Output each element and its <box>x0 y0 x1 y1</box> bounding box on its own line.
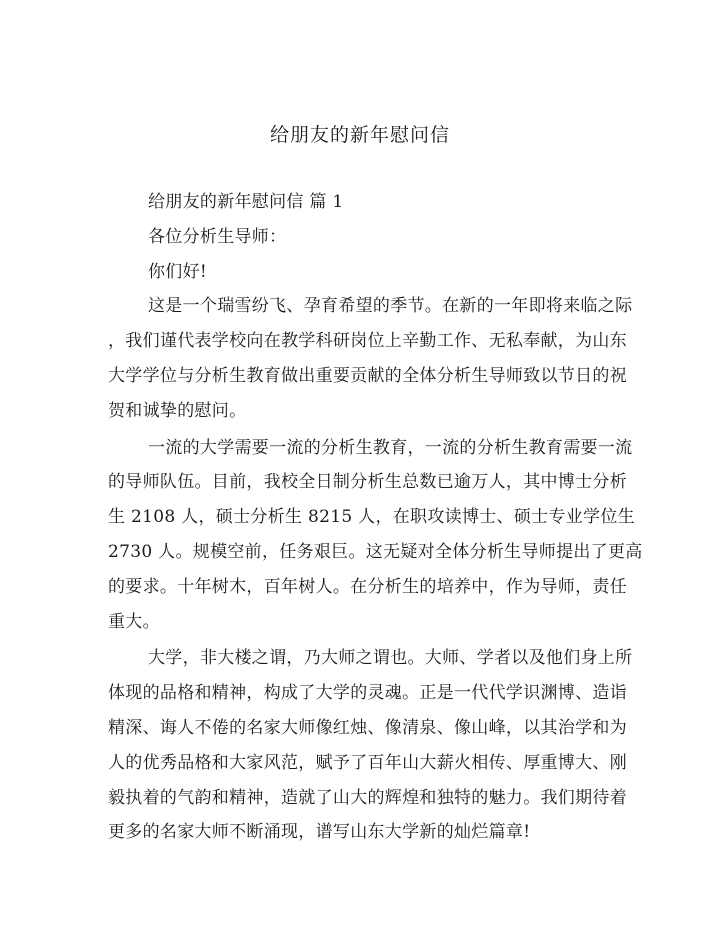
paragraph-line: ，我们谨代表学校向在教学科研岗位上辛勤工作、无私奉献，为山东 <box>108 331 627 352</box>
paragraph-line: 贺和诚挚的慰问。 <box>108 400 247 421</box>
paragraph-line: 人的优秀品格和大家风范，赋予了百年山大薪火相传、厚重博大、刚 <box>108 752 627 773</box>
letter-heading: 给朋友的新年慰问信 篇 1 <box>148 192 344 212</box>
paragraph-line: 重大。 <box>108 611 160 632</box>
paragraph-line: 大学学位与分析生教育做出重要贡献的全体分析生导师致以节日的祝 <box>108 365 627 386</box>
paragraph-line: 体现的品格和精神，构成了大学的灵魂。正是一代代学识渊博、造诣 <box>108 683 627 704</box>
greeting: 你们好! <box>148 261 208 282</box>
paragraph-line: 更多的名家大师不断涌现，谱写山东大学新的灿烂篇章! <box>108 822 531 843</box>
document-body <box>108 185 643 850</box>
salutation: 各位分析生导师： <box>148 226 287 247</box>
paragraph-line: 生 2108 人，硕士分析生 8215 人，在职攻读博士、硕士专业学位生 <box>108 507 635 528</box>
paragraph-line: 这是一个瑞雪纷飞、孕育希望的季节。在新的一年即将来临之际 <box>148 296 633 317</box>
paragraph-line: 毅执着的气韵和精神，造就了山大的辉煌和独特的魅力。我们期待着 <box>108 787 627 808</box>
paragraph-2 <box>108 431 643 640</box>
paragraph-line: 的导师队伍。目前，我校全日制分析生总数已逾万人，其中博士分析 <box>108 472 627 493</box>
paragraph-3 <box>108 641 633 850</box>
document-title: 给朋友的新年慰问信 <box>269 124 450 146</box>
paragraph-line: 2730 人。规模空前，任务艰巨。这无疑对全体分析生导师提出了更高 <box>108 541 643 562</box>
paragraph-line: 的要求。十年树木，百年树人。在分析生的培养中，作为导师，责任 <box>108 576 627 597</box>
paragraph-line: 精深、诲人不倦的名家大师像红烛、像清泉、像山峰，以其治学和为 <box>108 717 627 738</box>
paragraph-line: 大学，非大楼之谓，乃大师之谓也。大师、学者以及他们身上所 <box>148 648 633 669</box>
paragraph-line: 一流的大学需要一流的分析生教育，一流的分析生教育需要一流 <box>148 437 633 458</box>
paragraph-1 <box>108 289 633 428</box>
